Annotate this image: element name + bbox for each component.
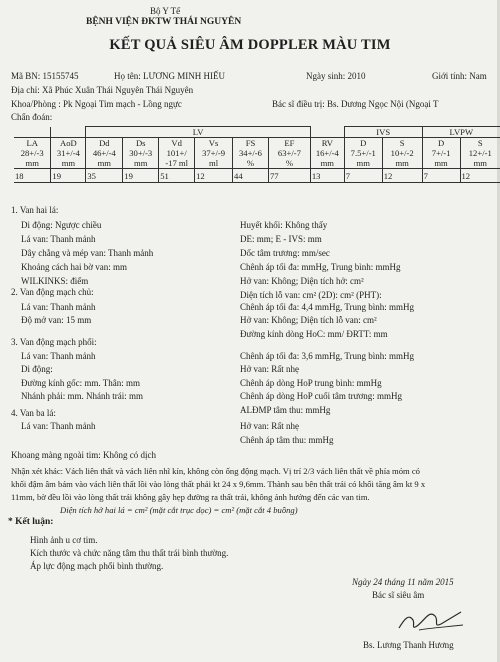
- pulmonary-right-4: ALĐMP tâm thu: mmHg: [240, 405, 331, 415]
- header-lvpw-s: S 12+/-1 mm: [460, 138, 500, 169]
- signer-role: Bác sĩ siêu âm: [372, 590, 425, 600]
- tricuspid-right-1: Chênh áp tâm thu: mmHg: [240, 435, 334, 445]
- patient-gender: Giới tính: Nam: [432, 71, 487, 81]
- remarks-line-4: Diện tích hở hai lá = cm² (mặt cắt trục dọc) = cm² (mặt cắt 4 buồng): [60, 505, 298, 515]
- value-dd: 35: [86, 169, 123, 183]
- value-vd: 51: [159, 169, 195, 183]
- mitral-left-2: Dây chằng và mép van: Thanh mảnh: [21, 248, 154, 258]
- pulmonary-left-1: Di động:: [21, 364, 53, 374]
- header-ef: EF 63+/-7 %: [268, 138, 310, 169]
- tricuspid-right-0: Hở van: Rất nhẹ: [240, 421, 299, 431]
- pericardium-note: Khoang màng ngoài tim: Không có dịch: [11, 450, 156, 460]
- echo-measurements-table: [14, 126, 500, 183]
- conclusion-line-3: Áp lực động mạch phổi bình thường.: [30, 561, 164, 571]
- header-fs: FS 34+/-6 %: [233, 138, 269, 169]
- aortic-left-0: Lá van: Thanh mảnh: [21, 302, 96, 312]
- patient-address: Địa chỉ: Xã Phúc Xuân Thái Nguyên Thái Nguyên: [11, 85, 194, 95]
- mitral-right-0: Huyết khối: Không thấy: [240, 220, 328, 230]
- pulmonary-left-2: Đường kính gốc: mm. Thân: mm: [21, 378, 140, 388]
- mitral-left-4: WILKINKS: điểm: [21, 276, 89, 286]
- header-vs: Vs 37+/-9 ml: [195, 138, 233, 169]
- table-value-row: [14, 169, 500, 183]
- report-title: KẾT QUẢ SIÊU ÂM DOPPLER MÀU TIM: [109, 37, 391, 53]
- patient-id: Mã BN: 15155745: [11, 71, 79, 81]
- value-ivs-d: 7: [344, 169, 382, 183]
- patient-name: Họ tên: LƯƠNG MINH HIẾU: [114, 71, 225, 81]
- header-la: LA 28+/-3 mm: [14, 138, 51, 169]
- aortic-right-0: Chênh áp tối đa: 4,4 mmHg, Trung bình: mmHg: [240, 302, 415, 312]
- section-aortic-title: 2. Van động mạch chủ:: [11, 287, 94, 297]
- header-vd: Vd 101+/ -17 ml: [159, 138, 195, 169]
- header-ds: Ds 30+/-3 mm: [123, 138, 159, 169]
- section-mitral-title: 1. Van hai lá:: [11, 205, 59, 215]
- mitral-right-4: Hở van: Không; Diện tích hở: cm²: [240, 276, 364, 286]
- signer-name: Bs. Lương Thanh Hương: [363, 640, 454, 650]
- value-lvpw-s: 12: [460, 169, 500, 183]
- aortic-right-1: Hở van: Không; Diện tích lỗ van: cm²: [240, 315, 377, 325]
- section-pulmonary-title: 3. Van động mạch phổi:: [11, 337, 97, 347]
- value-ds: 19: [123, 169, 159, 183]
- value-fs: 44: [233, 169, 269, 183]
- value-la: 18: [14, 169, 51, 183]
- remarks-line-1: Nhận xét khác: Vách liên thất và vách liên nhĩ kín, không còn ống động mạch. Vị trí 2/3 vách liên thất về phía mỏm có: [11, 466, 420, 476]
- conclusion-line-2: Kích thước và chức năng tâm thu thất trái bình thường.: [30, 548, 229, 558]
- pulmonary-left-3: Nhánh phải: mm. Nhánh trái: mm: [21, 391, 143, 401]
- header-lvpw-d: D 7+/-1 mm: [422, 138, 460, 169]
- value-rv: 13: [310, 169, 344, 183]
- tricuspid-left-0: Lá van: Thanh mảnh: [21, 421, 96, 431]
- report-date: Ngày 24 tháng 11 năm 2015: [352, 577, 454, 587]
- table-header-row: [14, 138, 500, 169]
- aortic-right-2: Đường kính dòng HoC: mm/ ĐRTT: mm: [240, 329, 388, 339]
- remarks-line-3: 11mm, bờ đều lồi vào lòng thất trái không gây hẹp đường ra thất trái, không ảnh hưởng đến các van tim.: [11, 492, 370, 502]
- mitral-left-0: Di động: Ngược chiều: [21, 220, 102, 230]
- lv-group-header: LV: [86, 127, 310, 138]
- ministry-name: Bộ Y Tế: [150, 6, 181, 16]
- lvpw-group-header: LVPW: [422, 127, 500, 138]
- attending-doctor: Bác sĩ điều trị: Bs. Dương Ngọc Nội (Ngoại T: [272, 99, 439, 109]
- pulmonary-right-2: Chênh áp dòng HoP trung bình: mmHg: [240, 378, 382, 388]
- value-ivs-s: 12: [382, 169, 422, 183]
- header-dd: Dd 46+/-4 mm: [86, 138, 123, 169]
- mitral-right-5: Diện tích lỗ van: cm² (2D): cm² (PHT):: [240, 290, 382, 300]
- hospital-name: BỆNH VIỆN ĐKTW THÁI NGUYÊN: [86, 17, 242, 27]
- value-lvpw-d: 7: [422, 169, 460, 183]
- section-tricuspid-title: 4. Van ba lá:: [11, 408, 56, 418]
- doctor-signature: [395, 606, 467, 636]
- header-ivs-s: S 10+/-2 mm: [382, 138, 422, 169]
- mitral-left-3: Khoảng cách hai bờ van: mm: [21, 262, 127, 272]
- mitral-right-3: Chênh áp tối đa: mmHg, Trung bình: mmHg: [240, 262, 401, 272]
- header-rv: RV 16+/-4 mm: [310, 138, 344, 169]
- conclusion-line-1: Hình ảnh u cơ tim.: [30, 535, 98, 545]
- pulmonary-right-3: Chênh áp dòng HoP cuối tâm trương: mmHg: [240, 391, 403, 401]
- patient-birth-year: Ngày sinh: 2010: [306, 71, 366, 81]
- remarks-line-2: khối đậm âm bám vào vách liên thất lồi vào lòng thất phải kt 24 x 9,6mm. Thành sau bên thất trái có khối tăng âm kt 9 x: [11, 479, 426, 489]
- conclusion-title: * Kết luận:: [8, 517, 54, 527]
- header-ivs-d: D 7.5+/-1 mm: [344, 138, 382, 169]
- value-vs: 12: [195, 169, 233, 183]
- patient-department: Khoa/Phòng : Pk Ngoại Tim mạch - Lồng ngực: [11, 99, 182, 109]
- pulmonary-left-0: Lá van: Thanh mảnh: [21, 351, 96, 361]
- mitral-left-1: Lá van: Thanh mảnh: [21, 234, 96, 244]
- pulmonary-right-1: Hở van: Rất nhẹ: [240, 364, 299, 374]
- diagnosis-label: Chẩn đoán:: [11, 112, 53, 122]
- ivs-group-header: IVS: [344, 127, 422, 138]
- value-ef: 77: [268, 169, 310, 183]
- mitral-right-2: Dốc tâm trương: mm/sec: [240, 248, 330, 258]
- header-aod: AoD 31+/-4 mm: [51, 138, 86, 169]
- pulmonary-right-0: Chênh áp tối đa: 3,6 mmHg, Trung bình: mmHg: [240, 351, 415, 361]
- aortic-left-1: Độ mở van: 15 mm: [21, 315, 92, 325]
- mitral-right-1: DE: mm; E - IVS: mm: [240, 234, 322, 244]
- value-aod: 19: [51, 169, 86, 183]
